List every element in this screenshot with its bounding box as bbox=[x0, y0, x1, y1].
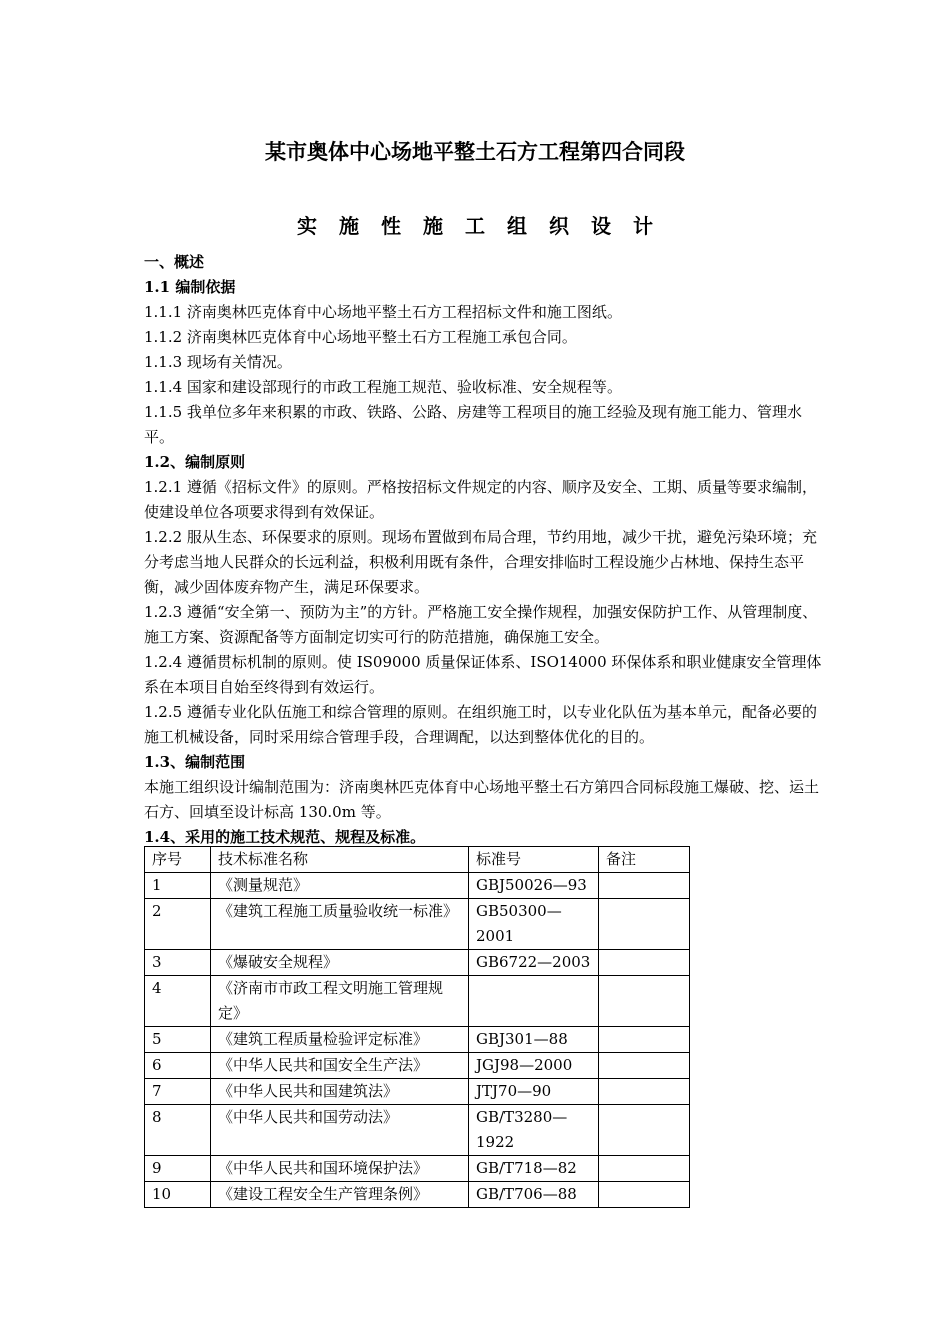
table-header-row bbox=[145, 847, 690, 873]
cell-index: 4 bbox=[145, 976, 211, 1027]
table-row bbox=[145, 1079, 690, 1105]
cell-name: 《中华人民共和国劳动法》 bbox=[211, 1105, 469, 1156]
cell-index: 7 bbox=[145, 1079, 211, 1105]
section-heading-principles: 1.2、编制原则 bbox=[144, 453, 246, 471]
cell-code: GB50300—2001 bbox=[469, 899, 599, 950]
table-row bbox=[145, 1156, 690, 1182]
cell-index: 6 bbox=[145, 1053, 211, 1079]
principle-item: 1.2.3 遵循“安全第一、预防为主”的方针。严格施工安全操作规程，加强安保防护工作、从管理制度、施工方案、资源配备等方面制定切实可行的防范措施，确保施工安全。 bbox=[144, 603, 818, 646]
cell-remark bbox=[599, 899, 690, 950]
section-heading-overview: 一、概述 bbox=[144, 253, 205, 271]
standards-table bbox=[144, 846, 690, 1208]
cell-code: JGJ98—2000 bbox=[469, 1053, 599, 1079]
cell-code: GBJ301—88 bbox=[469, 1027, 599, 1053]
cell-name: 《中华人民共和国环境保护法》 bbox=[211, 1156, 469, 1182]
cell-name: 《爆破安全规程》 bbox=[211, 950, 469, 976]
principle-item: 1.2.5 遵循专业化队伍施工和综合管理的原则。在组织施工时，以专业化队伍为基本单元，配备必要的施工机械设备，同时采用综合管理手段，合理调配，以达到整体优化的目的。 bbox=[144, 703, 817, 746]
table-row bbox=[145, 976, 690, 1027]
cell-code: GB/T718—82 bbox=[469, 1156, 599, 1182]
basis-item: 1.1.4 国家和建设部现行的市政工程施工规范、验收标准、安全规程等。 bbox=[144, 378, 622, 396]
cell-code: GBJ50026—93 bbox=[469, 873, 599, 899]
document-subtitle: 实施性施工组织设计 bbox=[297, 214, 675, 238]
table-row bbox=[145, 1105, 690, 1156]
cell-code: JTJ70—90 bbox=[469, 1079, 599, 1105]
cell-remark bbox=[599, 950, 690, 976]
basis-item: 1.1.5 我单位多年来积累的市政、铁路、公路、房建等工程项目的施工经验及现有施工能力、管理水平。 bbox=[144, 403, 802, 446]
cell-name: 《测量规范》 bbox=[211, 873, 469, 899]
header-cell-remark: 备注 bbox=[599, 847, 690, 873]
cell-remark bbox=[599, 1105, 690, 1156]
principle-item: 1.2.1 遵循《招标文件》的原则。严格按招标文件规定的内容、顺序及安全、工期、质量等要求编制，使建设单位各项要求得到有效保证。 bbox=[144, 478, 817, 521]
cell-index: 3 bbox=[145, 950, 211, 976]
cell-name: 《建设工程安全生产管理条例》 bbox=[211, 1182, 469, 1208]
cell-name: 《中华人民共和国建筑法》 bbox=[211, 1079, 469, 1105]
cell-remark bbox=[599, 1156, 690, 1182]
scope-text: 本施工组织设计编制范围为：济南奥林匹克体育中心场地平整土石方第四合同标段施工爆破、挖、运土石方、回填至设计标高 130.0m 等。 bbox=[144, 778, 820, 821]
cell-name: 《济南市市政工程文明施工管理规定》 bbox=[211, 976, 469, 1027]
document-body bbox=[144, 250, 824, 850]
cell-remark bbox=[599, 873, 690, 899]
header-cell-code: 标准号 bbox=[469, 847, 599, 873]
header-cell-index: 序号 bbox=[145, 847, 211, 873]
document-title: 某市奥体中心场地平整土石方工程第四合同段 bbox=[265, 139, 685, 164]
cell-index: 5 bbox=[145, 1027, 211, 1053]
cell-index: 1 bbox=[145, 873, 211, 899]
table-row bbox=[145, 1182, 690, 1208]
cell-remark bbox=[599, 1182, 690, 1208]
cell-remark bbox=[599, 976, 690, 1027]
cell-name: 《中华人民共和国安全生产法》 bbox=[211, 1053, 469, 1079]
cell-index: 2 bbox=[145, 899, 211, 950]
table-row bbox=[145, 1027, 690, 1053]
cell-index: 10 bbox=[145, 1182, 211, 1208]
cell-name: 《建筑工程施工质量验收统一标准》 bbox=[211, 899, 469, 950]
basis-item: 1.1.2 济南奥林匹克体育中心场地平整土石方工程施工承包合同。 bbox=[144, 328, 577, 346]
cell-remark bbox=[599, 1053, 690, 1079]
cell-index: 8 bbox=[145, 1105, 211, 1156]
section-heading-scope: 1.3、编制范围 bbox=[144, 753, 246, 771]
principle-item: 1.2.2 服从生态、环保要求的原则。现场布置做到布局合理，节约用地，减少干扰，避免污染环境；充分考虑当地人民群众的长远利益，积极利用既有条件，合理安排临时工程设施少占林地、保持生态平衡，减少固体废弃物产生，满足环保要求。 bbox=[144, 528, 817, 596]
cell-remark bbox=[599, 1079, 690, 1105]
section-heading-standards: 1.4、采用的施工技术规范、规程及标准。 bbox=[144, 828, 426, 846]
table-row bbox=[145, 1053, 690, 1079]
table-row bbox=[145, 899, 690, 950]
basis-item: 1.1.3 现场有关情况。 bbox=[144, 353, 292, 371]
header-cell-name: 技术标准名称 bbox=[211, 847, 469, 873]
section-heading-basis: 1.1 编制依据 bbox=[144, 278, 236, 296]
table-row bbox=[145, 873, 690, 899]
cell-code bbox=[469, 976, 599, 1027]
cell-code: GB6722—2003 bbox=[469, 950, 599, 976]
principle-item: 1.2.4 遵循贯标机制的原则。使 IS09000 质量保证体系、ISO14000 环保体系和职业健康安全管理体系在本项目自始至终得到有效运行。 bbox=[144, 653, 822, 696]
cell-remark bbox=[599, 1027, 690, 1053]
cell-index: 9 bbox=[145, 1156, 211, 1182]
table-row bbox=[145, 950, 690, 976]
basis-item: 1.1.1 济南奥林匹克体育中心场地平整土石方工程招标文件和施工图纸。 bbox=[144, 303, 622, 321]
cell-code: GB/T3280—1922 bbox=[469, 1105, 599, 1156]
cell-code: GB/T706—88 bbox=[469, 1182, 599, 1208]
cell-name: 《建筑工程质量检验评定标准》 bbox=[211, 1027, 469, 1053]
